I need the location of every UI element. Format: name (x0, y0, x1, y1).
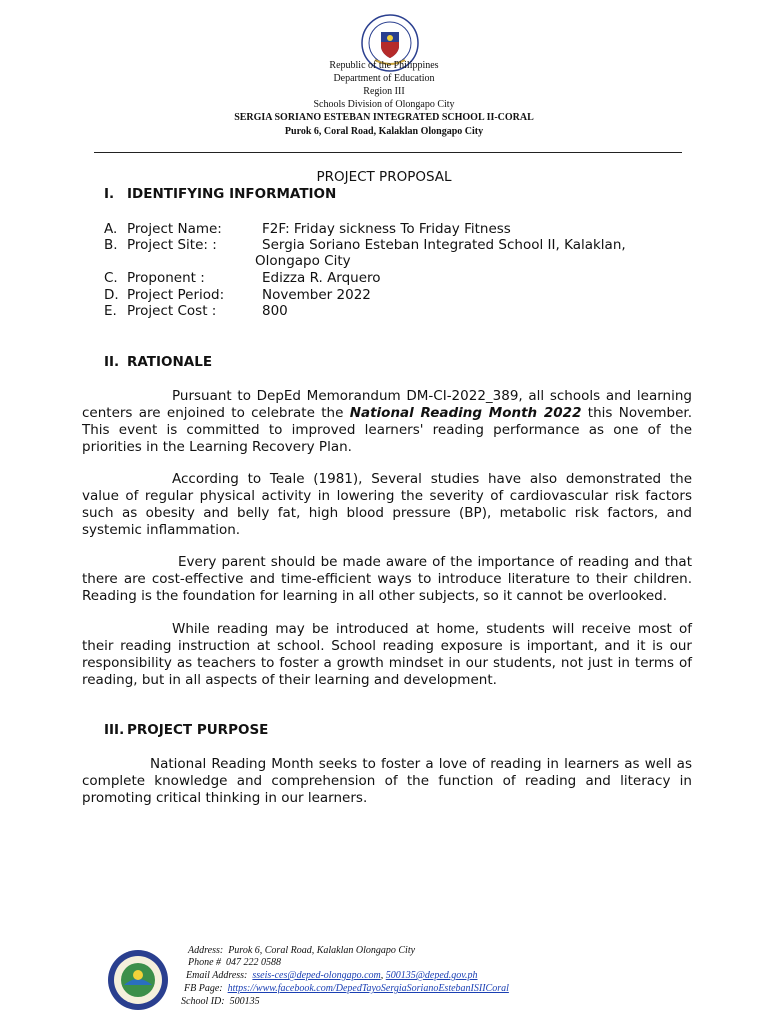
info-letter: A. (104, 221, 118, 237)
rationale-p3-text: Every parent should be made aware of the importance of reading and that there are cost-effective and time-efficient ways to introduce literature to their children. Reading is the foundation for learning in all other subjects, so it cannot be overlooked. (82, 554, 692, 604)
footer-phone-label: Phone # (188, 957, 222, 968)
info-value: November 2022 (262, 287, 371, 303)
rationale-p4-text: While reading may be introduced at home, students will receive most of their reading instruction at school. School reading exposure is important, and it is our responsibility as teachers to foster a growth mindset in our students, not just in terms of reading, but in all aspects of their learning and development. (82, 621, 692, 688)
header-department: Department of Education (333, 73, 435, 84)
purpose-paragraph (82, 756, 692, 807)
section-heading-purpose: PROJECT PURPOSE (127, 722, 269, 738)
purpose-text: National Reading Month seeks to foster a love of reading in learners as well as complete knowledge and comprehension of the function of reading and literacy in promoting critical thinking in our learners. (82, 756, 692, 806)
header-school-address: Purok 6, Coral Road, Kalaklan Olongapo City (284, 126, 484, 137)
footer-school-id-label: School ID: (181, 996, 225, 1007)
footer-address (188, 945, 415, 957)
footer-fb (184, 983, 509, 995)
footer-email-link-2[interactable]: 500135@deped.gov.ph (385, 970, 478, 981)
rationale-p1-text-end: this November. This event is committed to improved learners' reading performance as one of the priorities in the Learning Recovery Plan. (82, 405, 692, 455)
section-number-2: II. (104, 354, 120, 370)
footer-school-id (181, 996, 260, 1008)
footer-phone-value: 047 222 0588 (226, 957, 282, 968)
section-number-1: I. (104, 186, 115, 202)
info-value: Edizza R. Arquero (262, 270, 381, 286)
footer-school-id-value: 500135 (229, 996, 260, 1007)
info-letter: E. (104, 303, 117, 319)
rationale-p1-text: Pursuant to DepEd Memorandum DM-CI-2022_389, all schools and learning centers are enjoined to celebrate the (82, 388, 692, 421)
rationale-paragraph-2 (82, 471, 692, 539)
footer-email (186, 970, 478, 982)
section-heading-identifying: IDENTIFYING INFORMATION (127, 186, 337, 202)
info-label: Project Period: (127, 287, 225, 303)
info-letter: C. (104, 270, 118, 286)
school-logo-icon (107, 949, 169, 1011)
header-school-name: SERGIA SORIANO ESTEBAN INTEGRATED SCHOOL II-CORAL (234, 112, 534, 123)
footer-email-link-1[interactable]: sseis-ces@deped-olongapo.com (252, 970, 381, 981)
section-number-3: III. (104, 722, 125, 738)
rationale-p2-text: According to Teale (1981), Several studies have also demonstrated the value of regular physical activity in lowering the severity of cardiovascular risk factors such as obesity and belly fat, high blood pressure (BP), metabolic risk factors, and systemic inflammation. (82, 471, 692, 538)
info-value: F2F: Friday sickness To Friday Fitness (262, 221, 511, 237)
footer-phone (188, 957, 281, 969)
header-divider (94, 152, 682, 153)
document-title: PROJECT PROPOSAL (316, 169, 452, 185)
section-heading-rationale: RATIONALE (127, 354, 213, 370)
header-republic: Republic of the Philippines (329, 60, 439, 71)
footer-fb-link[interactable]: https://www.facebook.com/DepedTayoSergiaSorianoEstebanISIICoral (227, 983, 509, 994)
info-letter: B. (104, 237, 118, 253)
info-letter: D. (104, 287, 119, 303)
rationale-paragraph-1 (82, 388, 692, 456)
footer-email-label: Email Address: (186, 970, 248, 981)
info-label: Proponent : (127, 270, 205, 286)
rationale-paragraph-3 (82, 554, 692, 605)
footer-address-label: Address: (188, 945, 224, 956)
header-region: Region III (363, 86, 405, 97)
info-label: Project Name: (127, 221, 222, 237)
info-label: Project Cost : (127, 303, 217, 319)
footer-email-separator: , (380, 970, 386, 981)
info-value: 800 (262, 303, 288, 319)
info-value: Sergia Soriano Esteban Integrated School II, Kalaklan, (262, 237, 626, 253)
info-value-continuation: Olongapo City (255, 253, 351, 269)
footer-fb-label: FB Page: (184, 983, 223, 994)
rationale-p1-emphasis: National Reading Month 2022 (349, 405, 582, 421)
footer-address-value: Purok 6, Coral Road, Kalaklan Olongapo City (228, 945, 416, 956)
header-division: Schools Division of Olongapo City (313, 99, 455, 110)
rationale-paragraph-4 (82, 621, 692, 689)
info-label: Project Site: : (127, 237, 217, 253)
